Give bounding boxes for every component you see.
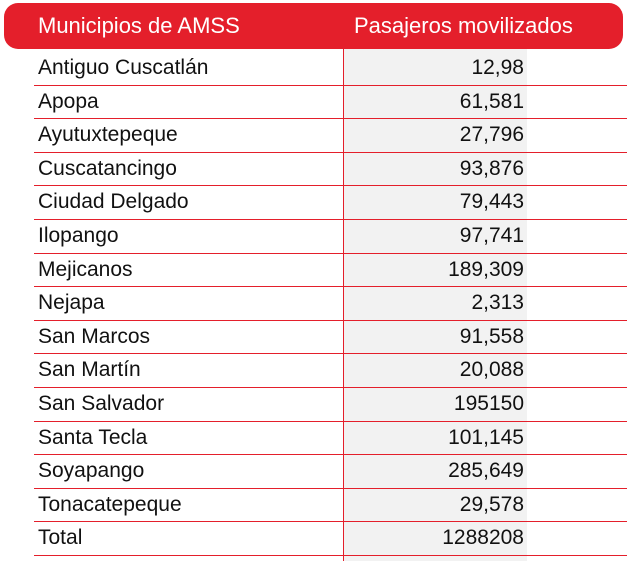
row-pasajeros: 91,558 — [459, 324, 524, 348]
row-separator — [34, 555, 627, 556]
row-pasajeros: 195150 — [453, 391, 524, 415]
row-municipio: Antiguo Cuscatlán — [38, 56, 209, 79]
table-row — [34, 186, 627, 220]
row-pasajeros: 101,145 — [448, 425, 524, 449]
row-municipio: Nejapa — [38, 291, 105, 315]
row-pasajeros: 189,309 — [448, 257, 524, 281]
row-municipio: Soyapango — [38, 459, 145, 483]
row-pasajeros: 12,98 — [471, 56, 524, 79]
row-municipio: San Marcos — [38, 324, 151, 348]
table-row — [34, 321, 627, 355]
row-pasajeros: 2,313 — [471, 291, 524, 315]
row-pasajeros: 20,088 — [459, 358, 524, 382]
row-municipio: Ciudad Delgado — [38, 190, 189, 214]
table-row — [34, 86, 627, 120]
table-row — [34, 52, 627, 86]
table-row — [34, 119, 627, 153]
column-divider — [343, 49, 344, 561]
row-municipio: San Martín — [38, 358, 141, 382]
table-row-total — [34, 522, 627, 556]
row-municipio: Cuscatancingo — [38, 156, 177, 180]
row-pasajeros: 93,876 — [459, 156, 524, 180]
table-row — [34, 287, 627, 321]
table-header — [4, 3, 623, 49]
row-municipio: San Salvador — [38, 391, 165, 415]
row-municipio: Mejicanos — [38, 257, 133, 281]
row-municipio: Total — [38, 526, 83, 550]
row-pasajeros: 285,649 — [448, 459, 524, 483]
row-municipio: Santa Tecla — [38, 425, 148, 449]
row-municipio: Ayutuxtepeque — [38, 123, 178, 147]
row-pasajeros: 97,741 — [459, 223, 524, 247]
row-pasajeros: 1288208 — [442, 526, 524, 550]
table-row — [34, 388, 627, 422]
header-pasajeros: Pasajeros movilizados — [354, 13, 573, 38]
table-row — [34, 220, 627, 254]
table-row — [34, 422, 627, 456]
table-row — [34, 455, 627, 489]
row-pasajeros: 79,443 — [459, 190, 524, 214]
header-municipios: Municipios de AMSS — [38, 13, 240, 38]
row-municipio: Tonacatepeque — [38, 492, 182, 516]
table-row — [34, 489, 627, 523]
table-row — [34, 254, 627, 288]
table-row — [34, 354, 627, 388]
table-body — [34, 52, 627, 556]
row-pasajeros: 29,578 — [459, 492, 524, 516]
row-pasajeros: 27,796 — [459, 123, 524, 147]
row-municipio: Ilopango — [38, 223, 119, 247]
row-municipio: Apopa — [38, 89, 99, 113]
row-pasajeros: 61,581 — [459, 89, 524, 113]
table-row — [34, 153, 627, 187]
